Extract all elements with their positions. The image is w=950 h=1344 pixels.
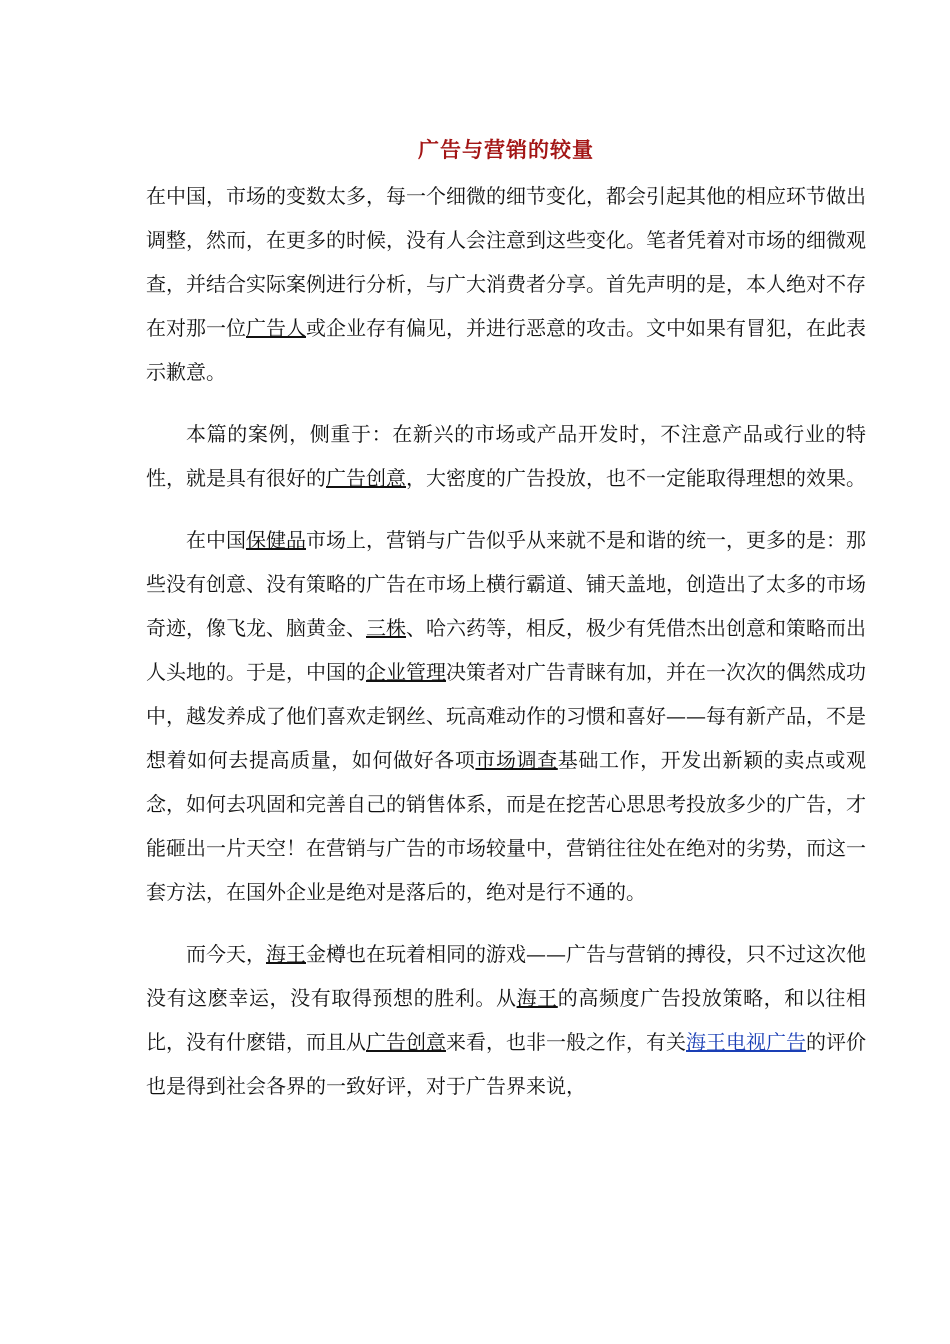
inline-link[interactable]: 企业管理 <box>366 660 446 684</box>
paragraph-text: 的评价也是得到社会各界的一致好评，对于广告界来说， <box>146 1030 866 1098</box>
paragraph-text: 基础工作，开发出新颖的卖点或观念，如何去巩固和完善自己的销售体系，而是在挖苦心思思考投放多少的广告，才能砸出一片天空！在营销与广告的市场较量中，营销往往处在绝对的劣势，而这一套方法，在国外企业是绝对是落后的，绝对是行不通的。 <box>146 748 867 904</box>
paragraph-text: 决策者对广告青睐有加，并在一次次的偶然成功中，越发养成了他们喜欢走钢丝、玩高难动作的习惯和喜好——每有新产品，不是想着如何去提高质量，如何做好各项 <box>146 660 866 772</box>
paragraph-text: 而今天， <box>186 942 266 966</box>
paragraph-text: 的高频度广告投放策略，和以往相比，没有什麽错，而且从 <box>146 986 867 1054</box>
inline-link[interactable]: 海王电视广告 <box>686 1030 806 1054</box>
paragraph <box>146 174 866 394</box>
paragraph-text: 来看，也非一般之作，有关 <box>446 1030 686 1054</box>
paragraph-text: 在中国 <box>186 528 246 552</box>
paragraph-text: ，大密度的广告投放，也不一定能取得理想的效果。 <box>406 466 866 490</box>
inline-link[interactable]: 市场调查 <box>475 748 558 772</box>
paragraph-text: 在中国，市场的变数太多，每一个细微的细节变化，都会引起其他的相应环节做出调整，然而，在更多的时候，没有人会注意到这些变化。笔者凭着对市场的细微观查，并结合实际案例进行分析，与广大消费者分享。首先声明的是，本人绝对不存在对那一位 <box>146 184 866 340</box>
paragraph-text: 金樽也在玩着相同的游戏——广告与营销的搏役，只不过这次他没有这麽幸运，没有取得预想的胜利。从 <box>146 942 866 1010</box>
inline-link[interactable]: 保健品 <box>246 528 306 552</box>
document-page <box>146 130 866 1108</box>
paragraph-text: 或企业存有偏见，并进行恶意的攻击。文中如果有冒犯，在此表示歉意。 <box>146 316 866 384</box>
inline-link[interactable]: 三株 <box>366 616 406 640</box>
paragraph-text: 、哈六药等，相反，极少有凭借杰出创意和策略而出人头地的。于是，中国的 <box>146 616 866 684</box>
inline-link[interactable]: 海王 <box>516 986 558 1010</box>
inline-link[interactable]: 广告创意 <box>326 466 406 490</box>
document-title: 广告与营销的较量 <box>418 137 594 162</box>
document-body <box>146 174 866 1108</box>
paragraph <box>146 932 866 1108</box>
paragraph-text: 市场上，营销与广告似乎从来就不是和谐的统一，更多的是：那些没有创意、没有策略的广告在市场上横行霸道、铺天盖地，创造出了太多的市场奇迹，像飞龙、脑黄金、 <box>146 528 866 640</box>
paragraph <box>146 412 866 500</box>
paragraph-text: 本篇的案例，侧重于：在新兴的市场或产品开发时，不注意产品或行业的特性，就是具有很好的 <box>146 422 866 490</box>
paragraph <box>146 518 866 914</box>
inline-link[interactable]: 广告人 <box>246 316 306 340</box>
inline-link[interactable]: 广告创意 <box>366 1030 446 1054</box>
inline-link[interactable]: 海王 <box>266 942 306 966</box>
